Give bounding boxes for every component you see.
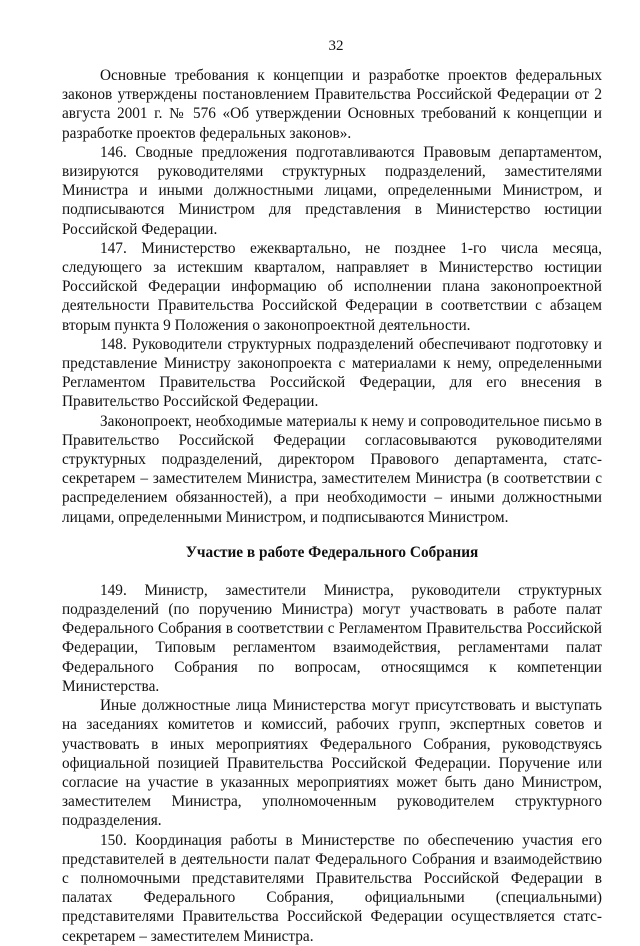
paragraph-148-draft-law: Законопроект, необходимые материалы к нему и сопроводительное письмо в Правительство Российской Федерации согласовываются руководителями структурных подразделений, директором Правового департамента, статс-секретарем – заместителем Министра, заместителем Министра (в соответствии с распределением обязанностей), а при необходимости – иными должностными лицами, определенными Министром, и подписываются Министром. (62, 412, 602, 526)
section-heading: Участие в работе Федерального Собрания (185, 543, 479, 561)
paragraph-150: 150. Координация работы в Министерстве по обеспечению участия его представителей в деятельности палат Федерального Собрания и взаимодействию с полномочными представителями Правительства Российской Федерации в палатах Федерального Собрания, официальными (специальными) представителями Правительства Российской Федерации осуществляется статс-секретарем – заместителем Министра. (62, 831, 602, 945)
paragraph-146: 146. Сводные предложения подготавливаются Правовым департаментом, визируются руководителями структурных подразделений, заместителями Министра и иными должностными лицами, определенными Министром, и подписываются Министром для представления в Министерство юстиции Российской Федерации. (62, 143, 602, 238)
page-number: 32 (328, 38, 344, 54)
paragraph-149-other-officials: Иные должностные лица Министерства могут присутствовать и выступать на заседаниях комитетов и комиссий, рабочих групп, экспертных советов и участвовать в иных мероприятиях Федерального Собрания, руководствуясь официальной позицией Правительства Российской Федерации. Поручение или согласие на участие в указанных мероприятиях может быть дано Министром, заместителем Министра, уполномоченным руководителем структурного подразделения. (62, 697, 602, 830)
paragraph-149: 149. Министр, заместители Министра, руководители структурных подразделений (по поручению Министра) могут участвовать в работе палат Федерального Собрания в соответствии с Регламентом Правительства Российской Федерации, Типовым регламентом взаимодействия, регламентами палат Федерального Собрания по вопросам, относящимся к компетенции Министерства. (62, 581, 602, 695)
paragraph-requirements: Основные требования к концепции и разработке проектов федеральных законов утверждены постановлением Правительства Российской Федерации от 2 августа 2001 г. № 576 «Об утверждении Основных требований к концепции и разработке проектов федеральных законов». (62, 67, 602, 142)
paragraph-148: 148. Руководители структурных подразделений обеспечивают подготовку и представление Министру законопроекта с материалами к нему, определенными Регламентом Правительства Российской Федерации, для его внесения в Правительство Российской Федерации. (62, 335, 602, 411)
paragraph-147: 147. Министерство ежеквартально, не позднее 1-го числа месяца, следующего за истекшим кварталом, направляет в Министерство юстиции Российской Федерации информацию об исполнении плана законопроектной деятельности Правительства Российской Федерации в соответствии с абзацем вторым пункта 9 Положения о законопроектной деятельности. (62, 239, 602, 334)
